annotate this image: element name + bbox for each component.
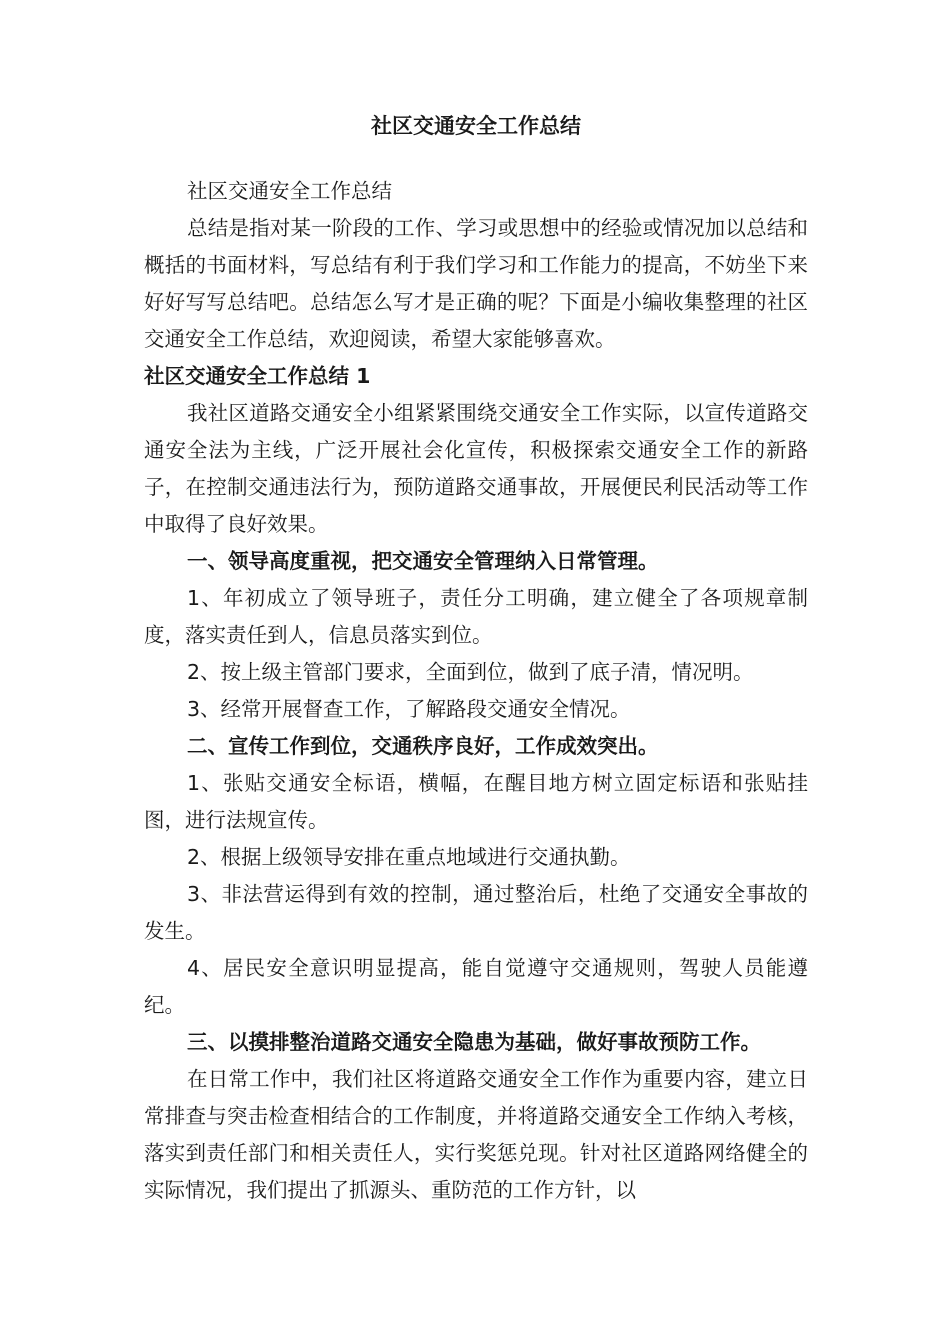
paragraph: 在日常工作中，我们社区将道路交通安全工作作为重要内容，建立日常排查与突击检查相结合的工作制度，并将道路交通安全工作纳入考核，落实到责任部门和相关责任人，实行奖惩兑现。针对社区道路网络健全的实际情况，我们提出了抓源头、重防范的工作方针，以 — [144, 1067, 808, 1202]
subheading: 三、以摸排整治道路交通安全隐患为基础，做好事故预防工作。 — [187, 1030, 761, 1054]
paragraph: 3、经常开展督查工作，了解路段交通安全情况。 — [187, 697, 631, 721]
paragraph-intro: 总结是指对某一阶段的工作、学习或思想中的经验或情况加以总结和概括的书面材料，写总结有利于我们学习和工作能力的提高，不妨坐下来好好写写总结吧。总结怎么写才是正确的呢？下面是小编收集整理的社区交通安全工作总结，欢迎阅读，希望大家能够喜欢。 — [144, 216, 808, 351]
paragraph: 2、按上级主管部门要求，全面到位，做到了底子清，情况明。 — [187, 660, 754, 684]
subheading: 二、宣传工作到位，交通秩序良好，工作成效突出。 — [187, 734, 659, 758]
section-heading-1: 社区交通安全工作总结 1 — [144, 364, 371, 388]
paragraph: 2、根据上级领导安排在重点地域进行交通执勤。 — [187, 845, 631, 869]
paragraph: 3、非法营运得到有效的控制，通过整治后，杜绝了交通安全事故的发生。 — [144, 882, 808, 943]
paragraph: 4、居民安全意识明显提高，能自觉遵守交通规则，驾驶人员能遵纪。 — [144, 956, 808, 1017]
document-title: 社区交通安全工作总结 — [371, 114, 581, 138]
paragraph: 1、张贴交通安全标语，横幅，在醒目地方树立固定标语和张贴挂图，进行法规宣传。 — [144, 771, 808, 832]
paragraph: 1、年初成立了领导班子，责任分工明确，建立健全了各项规章制度，落实责任到人，信息员落实到位。 — [144, 586, 808, 647]
paragraph: 我社区道路交通安全小组紧紧围绕交通安全工作实际，以宣传道路交通安全法为主线，广泛开展社会化宣传，积极探索交通安全工作的新路子，在控制交通违法行为，预防道路交通事故，开展便民利民活动等工作中取得了良好效果。 — [144, 401, 808, 536]
document-body — [144, 173, 808, 1209]
paragraph-subtitle: 社区交通安全工作总结 — [187, 179, 392, 203]
subheading: 一、领导高度重视，把交通安全管理纳入日常管理。 — [187, 549, 659, 573]
